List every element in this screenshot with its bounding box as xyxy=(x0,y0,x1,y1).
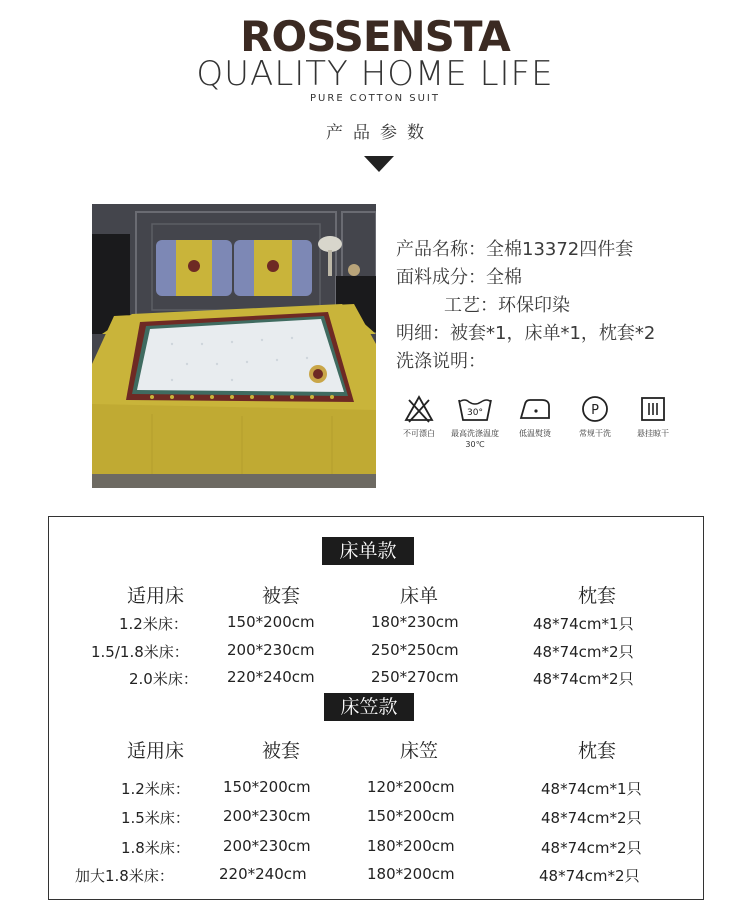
header-pillowcase: 枕套 xyxy=(578,585,617,607)
product-photo xyxy=(92,204,376,488)
header-pillowcase: 枕套 xyxy=(578,740,617,762)
table-cell: 180*200cm xyxy=(367,865,455,883)
table-cell: 220*240cm xyxy=(219,865,307,883)
table-cell: 48*74cm*1只 xyxy=(541,780,642,798)
table-cell: 150*200cm xyxy=(367,807,455,825)
wash-temp: 30° xyxy=(467,408,483,418)
header-sheet: 床单 xyxy=(400,585,439,607)
size-table xyxy=(48,516,704,900)
header-fitted-sheet: 床笠 xyxy=(400,740,439,762)
table-cell: 48*74cm*2只 xyxy=(533,643,634,661)
fitted-sheet-badge: 床笠款 xyxy=(324,693,414,721)
care-label: 最高洗涤温度30℃ xyxy=(451,429,499,449)
wash-instructions-label: 洗涤说明： xyxy=(396,351,486,372)
package-detail: 明细：被套*1，床单*1，枕套*2 xyxy=(396,323,656,344)
care-item-hang-dry xyxy=(624,394,682,439)
section-title: 产品参数 xyxy=(326,123,434,143)
product-params xyxy=(396,236,655,376)
table-cell: 150*200cm xyxy=(223,778,311,796)
table-cell: 200*230cm xyxy=(223,837,311,855)
table-cell: 加大1.8米床： xyxy=(75,867,174,885)
table-cell: 1.2米床： xyxy=(119,615,188,633)
table-cell: 48*74cm*1只 xyxy=(533,615,634,633)
low-iron-icon xyxy=(518,394,552,424)
table-cell: 200*230cm xyxy=(223,807,311,825)
table-cell: 48*74cm*2只 xyxy=(533,670,634,688)
table-cell: 180*230cm xyxy=(371,613,459,631)
no-bleach-icon xyxy=(404,394,434,424)
table-cell: 1.5/1.8米床： xyxy=(91,643,189,661)
care-item-no-bleach xyxy=(390,394,448,439)
table-cell: 250*250cm xyxy=(371,641,459,659)
care-label: 不可漂白 xyxy=(403,429,435,438)
table-cell: 120*200cm xyxy=(367,778,455,796)
care-label: 低温熨烫 xyxy=(519,429,551,438)
table-cell: 48*74cm*2只 xyxy=(539,867,640,885)
brand-tagline: QUALITY HOME LIFE xyxy=(196,54,554,94)
product-name: 产品名称：全棉13372四件套 xyxy=(396,239,634,260)
dry-clean-icon xyxy=(580,394,610,424)
care-item-low-iron xyxy=(506,394,564,439)
table-cell: 1.2米床： xyxy=(121,780,190,798)
fabric-composition: 面料成分：全棉 xyxy=(396,267,522,288)
dry-clean-letter: P xyxy=(591,403,599,418)
header-bed: 适用床 xyxy=(127,585,185,607)
brand-subtitle: PURE COTTON SUIT xyxy=(310,93,440,104)
care-label: 常规干洗 xyxy=(579,429,611,438)
table-cell: 1.8米床： xyxy=(121,839,190,857)
table-cell: 200*230cm xyxy=(227,641,315,659)
care-item-dry-clean xyxy=(566,394,624,439)
down-triangle-icon xyxy=(364,156,394,172)
table-cell: 180*200cm xyxy=(367,837,455,855)
header-bed: 适用床 xyxy=(127,740,185,762)
brand-name: ROSSENSTA xyxy=(240,12,510,61)
hang-dry-icon xyxy=(638,394,668,424)
table-cell: 150*200cm xyxy=(227,613,315,631)
care-item-wash-30 xyxy=(446,394,504,450)
table-cell: 250*270cm xyxy=(371,668,459,686)
craft-process: 工艺：环保印染 xyxy=(444,295,570,316)
header-duvet: 被套 xyxy=(262,585,301,607)
table-cell: 48*74cm*2只 xyxy=(541,809,642,827)
table-cell: 48*74cm*2只 xyxy=(541,839,642,857)
table-cell: 1.5米床： xyxy=(121,809,190,827)
wash-30-icon xyxy=(457,394,493,424)
care-label: 悬挂晾干 xyxy=(637,429,669,438)
care-icons xyxy=(390,394,690,454)
table-cell: 2.0米床： xyxy=(129,670,198,688)
flat-sheet-badge: 床单款 xyxy=(322,537,414,565)
header-duvet: 被套 xyxy=(262,740,301,762)
table-cell: 220*240cm xyxy=(227,668,315,686)
